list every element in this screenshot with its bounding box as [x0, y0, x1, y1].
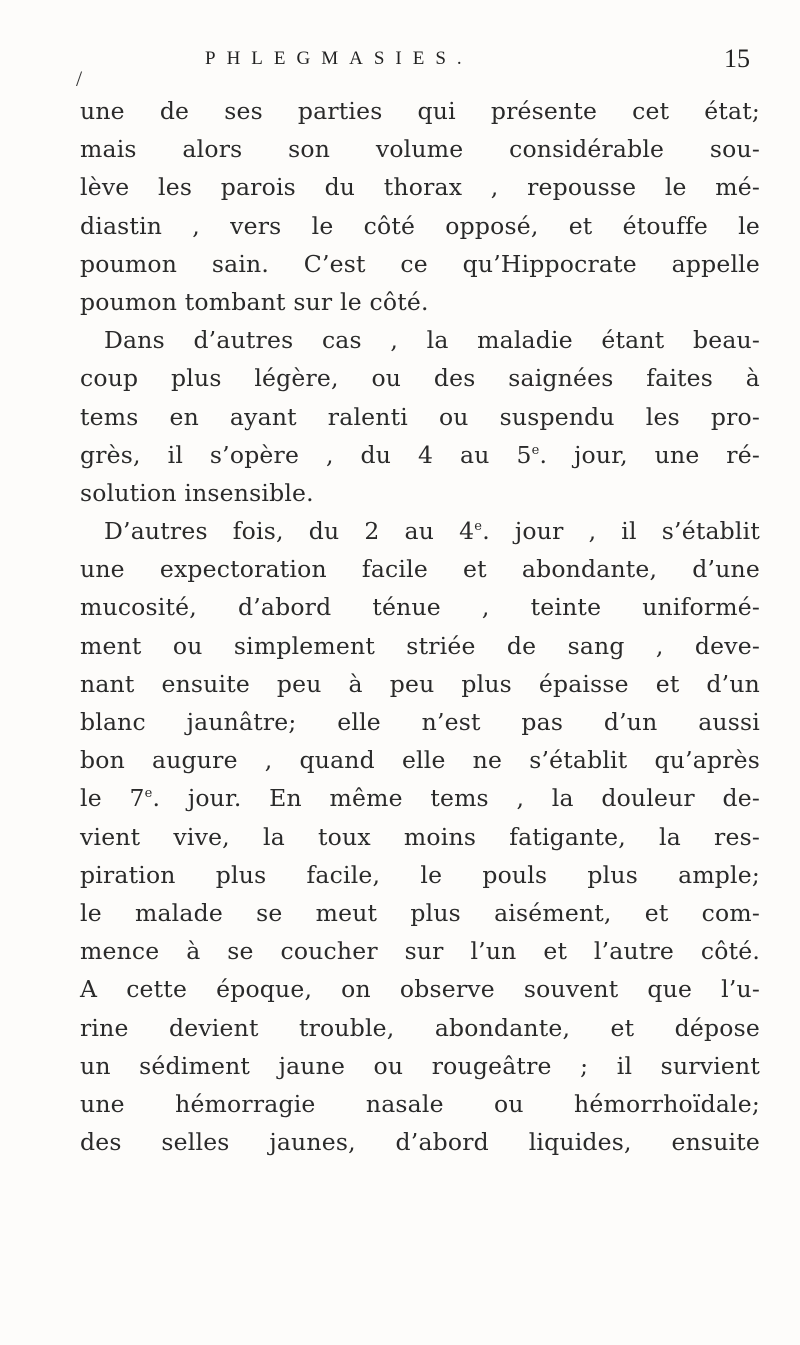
text-line: une hémorragie nasale ou hémorrhoïdale;: [80, 1089, 760, 1118]
text-line: une de ses parties qui présente cet état;: [80, 97, 760, 125]
text-line: une expectoration facile et abondante, d’une: [80, 555, 760, 584]
text-line-with-superscript: [80, 436, 760, 474]
text-line: A cette époque, on observe souvent que l’u-: [80, 975, 760, 1004]
ordinal-superscript: e: [144, 786, 153, 802]
text-line: poumon sain. C’est ce qu’Hippocrate appelle: [80, 249, 760, 278]
margin-mark: /: [76, 66, 83, 91]
text-line: vient vive, la toux moins fatigante, la res-: [80, 822, 760, 851]
text-line: blanc jaunâtre; elle n’est pas d’un aussi: [80, 708, 760, 736]
text-line: le malade se meut plus aisément, et com-: [80, 898, 760, 927]
ordinal-superscript: e: [531, 442, 540, 458]
paragraph-start-line: Dans d’autres cas , la maladie étant beau-: [104, 326, 760, 355]
text-line: nant ensuite peu à peu plus épaisse et d’un: [80, 669, 760, 698]
line-part: . jour, une ré-: [539, 440, 760, 469]
text-line: bon augure , quand elle ne s’établit qu’après: [80, 746, 760, 775]
ordinal-superscript: e: [474, 519, 483, 535]
text-line: mais alors son volume considérable sou-: [80, 135, 760, 164]
text-line: solution insensible.: [80, 478, 314, 507]
text-line: lève les parois du thorax , repousse le mé-: [80, 173, 760, 202]
text-line: un sédiment jaune ou rougeâtre ; il survient: [80, 1051, 760, 1080]
text-line: mucosité, d’abord ténue , teinte uniformé-: [80, 593, 760, 622]
text-line: piration plus facile, le pouls plus ample;: [80, 860, 760, 889]
text-line: poumon tombant sur le côté.: [80, 287, 429, 316]
paragraph-start-line: [80, 512, 760, 550]
text-line: ment ou simplement striée de sang , deve-: [80, 631, 760, 660]
line-part: D’autres fois, du 2 au 4: [104, 517, 475, 546]
body-text: [80, 92, 760, 1161]
text-line: des selles jaunes, d’abord liquides, ensuite: [80, 1128, 760, 1157]
line-part: grès, il s’opère , du 4 au 5: [80, 440, 532, 469]
line-part: . jour. En même tems , la douleur de-: [152, 784, 760, 813]
text-line: tems en ayant ralenti ou suspendu les pro-: [80, 402, 760, 431]
text-line: coup plus légère, ou des saignées faites à: [80, 364, 760, 393]
line-part: . jour , il s’établit: [482, 517, 761, 546]
page-number: 15: [724, 44, 750, 73]
text-line: diastin , vers le côté opposé, et étouffe le: [80, 211, 760, 240]
text-line: mence à se coucher sur l’un et l’autre côté.: [80, 937, 760, 966]
line-part: le 7: [80, 784, 145, 813]
running-title: PHLEGMASIES.: [205, 48, 473, 69]
text-line: rine devient trouble, abondante, et dépose: [80, 1013, 760, 1042]
text-line-with-superscript: [80, 779, 760, 817]
